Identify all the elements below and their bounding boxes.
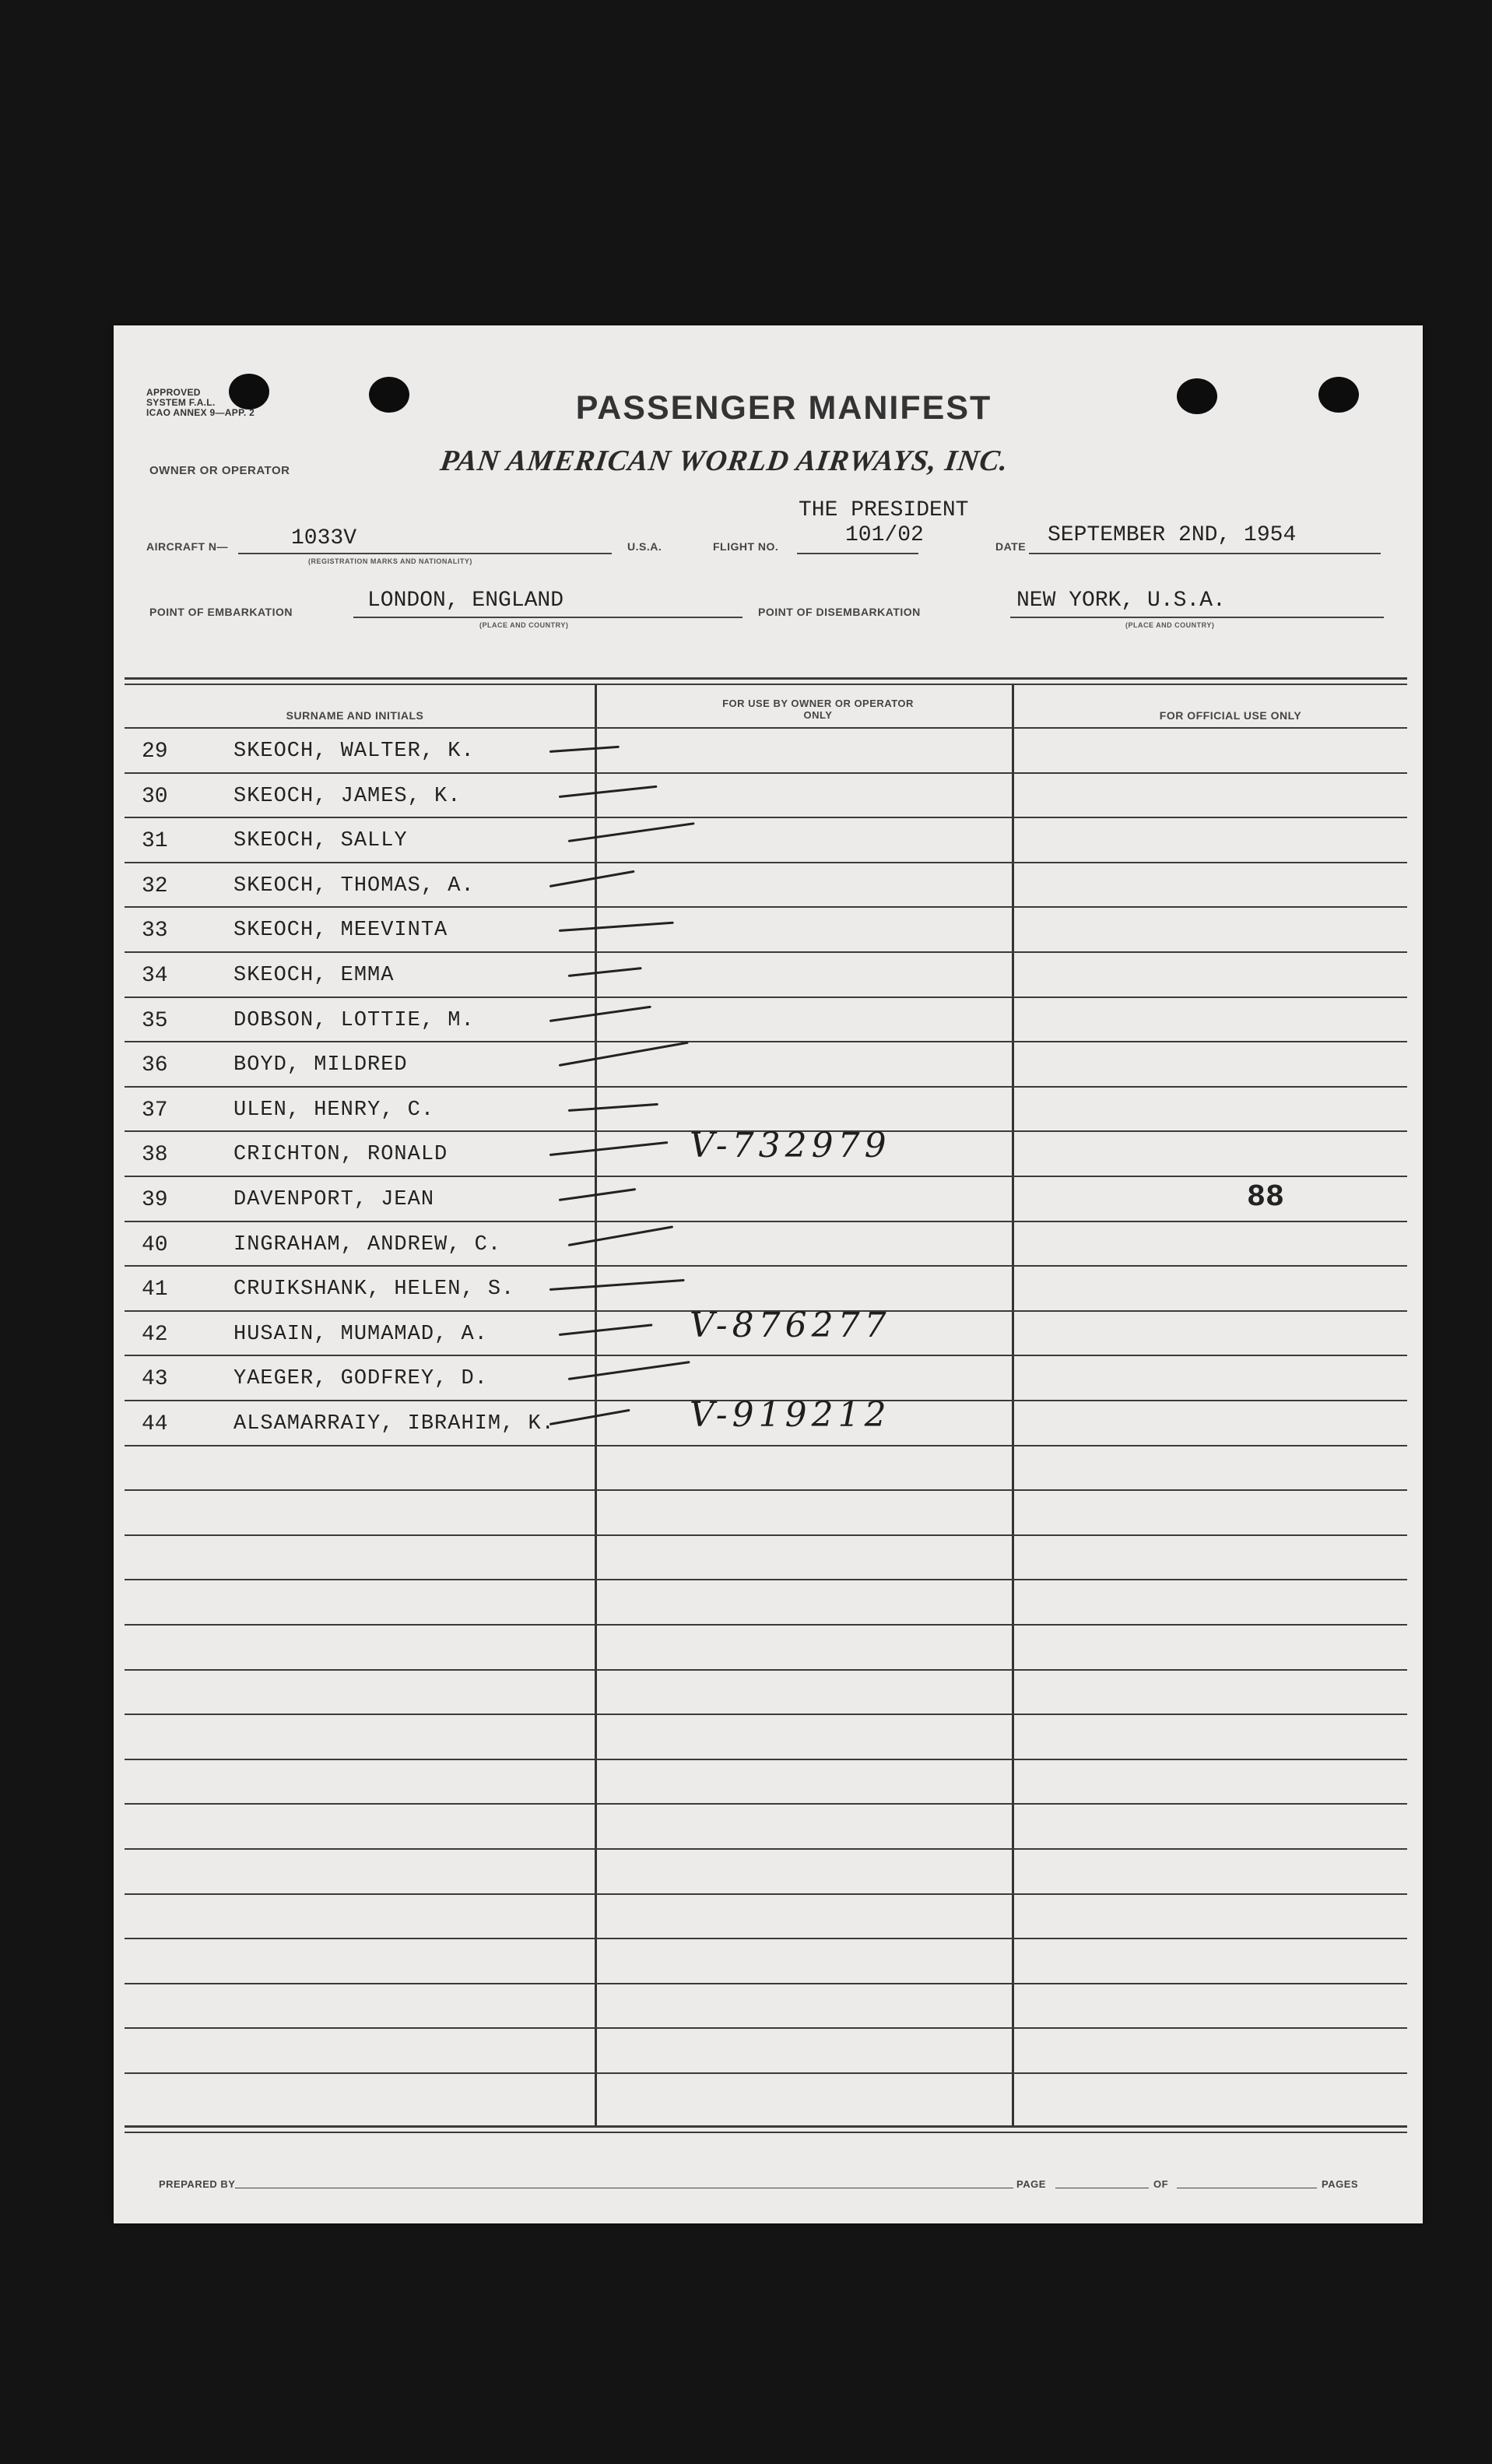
date-underline <box>1029 553 1381 554</box>
passenger-name: SKEOCH, MEEVINTA <box>233 919 448 942</box>
date-value: SEPTEMBER 2ND, 1954 <box>1048 523 1297 547</box>
column-header-official: FOR OFFICIAL USE ONLY <box>1159 709 1302 722</box>
table-bottom-rule <box>125 2132 1407 2133</box>
aircraft-underline <box>238 553 612 554</box>
row-rule <box>125 772 1407 774</box>
check-mark <box>549 1279 685 1291</box>
check-mark <box>568 822 695 842</box>
embarkation-note: (PLACE AND COUNTRY) <box>479 621 569 629</box>
row-number: 29 <box>142 740 168 764</box>
check-mark <box>549 1006 651 1022</box>
passenger-name: SKEOCH, EMMA <box>233 964 395 987</box>
aircraft-value: 1033V <box>291 526 357 550</box>
check-mark <box>559 922 674 932</box>
approval-line: ICAO ANNEX 9—APP. 2 <box>146 407 255 418</box>
passenger-name: INGRAHAM, ANDREW, C. <box>233 1233 502 1257</box>
check-mark <box>549 1409 630 1425</box>
approval-line: SYSTEM F.A.L. <box>146 397 216 408</box>
table-top-rule <box>125 677 1407 680</box>
passenger-name: HUSAIN, MUMAMAD, A. <box>233 1323 488 1346</box>
official-note: 88 <box>1247 1180 1285 1215</box>
approval-line: APPROVED <box>146 387 201 398</box>
row-rule <box>125 1669 1407 1671</box>
embarkation-label: POINT OF EMBARKATION <box>149 606 293 618</box>
row-rule <box>125 1579 1407 1580</box>
aircraft-label: AIRCRAFT N— <box>146 540 229 553</box>
of-label: OF <box>1153 2178 1169 2190</box>
column-header-owner: FOR USE BY OWNER OR OPERATOR ONLY <box>722 698 914 721</box>
owner-note: V-919212 <box>690 1395 891 1435</box>
check-mark <box>549 870 635 888</box>
passenger-name: SKEOCH, JAMES, K. <box>233 785 462 808</box>
disembarkation-underline <box>1010 617 1384 618</box>
row-rule <box>125 1803 1407 1805</box>
operator-name: PAN AMERICAN WORLD AIRWAYS, INC. <box>438 445 1011 477</box>
flight-label: FLIGHT NO. <box>713 540 779 553</box>
pages-label: PAGES <box>1322 2178 1359 2190</box>
row-number: 30 <box>142 785 168 809</box>
owner-note: V-876277 <box>690 1306 891 1345</box>
check-mark <box>559 786 658 798</box>
owner-note: V-732979 <box>690 1126 891 1165</box>
row-number: 44 <box>142 1412 168 1436</box>
check-mark <box>568 1361 690 1380</box>
passenger-name: DAVENPORT, JEAN <box>233 1188 435 1211</box>
row-rule <box>125 1938 1407 1939</box>
row-number: 41 <box>142 1278 168 1302</box>
row-rule <box>125 1624 1407 1626</box>
row-number: 40 <box>142 1233 168 1257</box>
row-rule <box>125 1714 1407 1715</box>
row-rule <box>125 1086 1407 1088</box>
row-rule <box>125 1983 1407 1984</box>
passenger-name: SKEOCH, WALTER, K. <box>233 740 475 763</box>
passenger-name: BOYD, MILDRED <box>233 1053 408 1077</box>
row-rule <box>125 951 1407 953</box>
row-rule <box>125 1176 1407 1177</box>
check-mark <box>568 967 642 977</box>
check-mark <box>549 746 620 753</box>
row-number: 33 <box>142 919 168 943</box>
row-rule <box>125 1489 1407 1491</box>
row-rule <box>125 1221 1407 1222</box>
row-number: 31 <box>142 829 168 853</box>
embarkation-value: LONDON, ENGLAND <box>367 589 564 613</box>
row-number: 42 <box>142 1323 168 1347</box>
row-rule <box>125 727 1407 729</box>
row-number: 35 <box>142 1009 168 1033</box>
row-number: 38 <box>142 1143 168 1167</box>
passenger-name: CRICHTON, RONALD <box>233 1143 448 1166</box>
row-number: 36 <box>142 1053 168 1077</box>
row-number: 39 <box>142 1188 168 1212</box>
row-rule <box>125 906 1407 908</box>
passenger-name: ALSAMARRAIY, IBRAHIM, K. <box>233 1412 555 1436</box>
row-rule <box>125 1265 1407 1267</box>
check-mark <box>559 1323 653 1336</box>
row-rule <box>125 1893 1407 1895</box>
date-label: DATE <box>995 540 1027 553</box>
check-mark <box>568 1225 673 1246</box>
passenger-name: DOBSON, LOTTIE, M. <box>233 1009 475 1032</box>
column-divider <box>595 685 597 2127</box>
row-rule <box>125 1041 1407 1042</box>
prepared-by-label: PREPARED BY <box>159 2178 236 2190</box>
passenger-name: SKEOCH, THOMAS, A. <box>233 874 475 898</box>
disembarkation-value: NEW YORK, U.S.A. <box>1016 589 1226 613</box>
table-bottom-rule <box>125 2125 1407 2128</box>
check-mark <box>568 1103 658 1112</box>
flight-name: THE PRESIDENT <box>799 498 969 522</box>
passenger-name: YAEGER, GODFREY, D. <box>233 1367 488 1390</box>
row-rule <box>125 862 1407 863</box>
row-rule <box>125 1534 1407 1536</box>
embarkation-underline <box>353 617 742 618</box>
row-rule <box>125 2027 1407 2029</box>
passenger-name: SKEOCH, SALLY <box>233 829 408 852</box>
flight-number: 101/02 <box>845 523 924 547</box>
column-header-name: SURNAME AND INITIALS <box>286 709 424 722</box>
flight-underline <box>797 553 918 554</box>
row-number: 37 <box>142 1098 168 1123</box>
passenger-name: CRUIKSHANK, HELEN, S. <box>233 1278 515 1301</box>
row-rule <box>125 996 1407 998</box>
check-mark <box>559 1188 636 1201</box>
table-top-rule <box>125 684 1407 685</box>
row-rule <box>125 817 1407 818</box>
manifest-page <box>114 325 1423 2223</box>
row-rule <box>125 1445 1407 1446</box>
check-mark <box>559 1042 689 1067</box>
row-rule <box>125 2072 1407 2074</box>
row-number: 34 <box>142 964 168 988</box>
disembarkation-note: (PLACE AND COUNTRY) <box>1125 621 1215 629</box>
registration-note: (REGISTRATION MARKS AND NATIONALITY) <box>308 557 472 565</box>
row-rule <box>125 1759 1407 1760</box>
disembarkation-label: POINT OF DISEMBARKATION <box>758 606 921 618</box>
owner-label: OWNER OR OPERATOR <box>149 464 290 477</box>
row-rule <box>125 1355 1407 1356</box>
column-divider <box>1012 685 1014 2127</box>
row-rule <box>125 1848 1407 1850</box>
page-title: PASSENGER MANIFEST <box>575 389 992 427</box>
row-number: 43 <box>142 1367 168 1391</box>
passenger-name: ULEN, HENRY, C. <box>233 1098 435 1122</box>
usa-label: U.S.A. <box>627 540 662 553</box>
row-number: 32 <box>142 874 168 898</box>
check-mark <box>549 1141 668 1156</box>
page-label: PAGE <box>1016 2178 1046 2190</box>
